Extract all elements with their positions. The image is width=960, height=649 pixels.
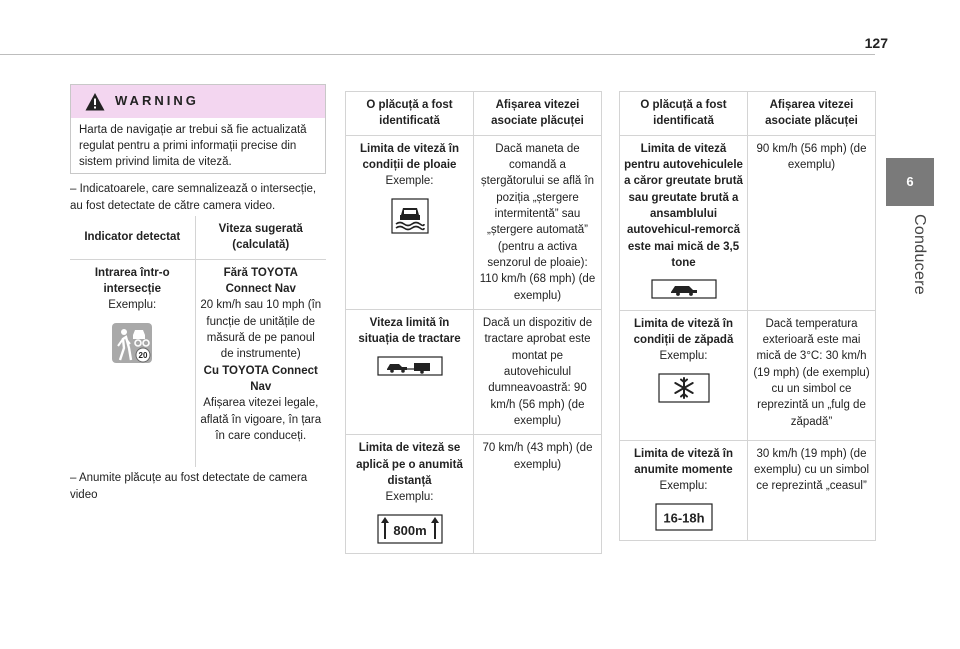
table-row-rain bbox=[346, 135, 602, 309]
table-header-row bbox=[70, 216, 326, 259]
header-indicator: Indicator detectat bbox=[70, 216, 195, 259]
table-row-time bbox=[620, 440, 876, 540]
time-info: 30 km/h (19 mph) (de exemplu) cu un simbol ce reprezintă „ceasul” bbox=[748, 440, 876, 540]
indicator-title: Intrarea într-o intersecție bbox=[94, 266, 170, 295]
chapter-title: Conducere bbox=[911, 214, 928, 295]
table-row-weight bbox=[620, 135, 876, 310]
header-identified-2: O plăcuță a fost identificată bbox=[620, 92, 748, 136]
intersection-table bbox=[70, 216, 326, 467]
warning-title: WARNING bbox=[115, 93, 199, 109]
time-sign-icon bbox=[655, 503, 713, 531]
snowflake-icon bbox=[658, 373, 710, 403]
car-trailer-icon bbox=[377, 356, 443, 376]
speed-line-3: Afișarea vitezei legale, aflată în vigoare, în țara în care conduceți. bbox=[200, 397, 322, 442]
time-title: Limita de viteză în anumite momente bbox=[633, 447, 734, 476]
indicator-cell bbox=[70, 259, 195, 467]
table-row bbox=[70, 259, 326, 467]
snow-example-label: Exemplu: bbox=[659, 350, 708, 363]
weight-info: 90 km/h (56 mph) (de exemplu) bbox=[748, 135, 876, 310]
rain-title: Limita de viteză în condiții de ploaie bbox=[359, 142, 460, 171]
speed-line-2: Cu TOYOTA Connect Nav bbox=[203, 364, 318, 393]
time-sign-text: 16-18h bbox=[662, 510, 705, 526]
chapter-tab[interactable]: 6 bbox=[886, 158, 934, 206]
header-display-2: Afișarea vitezei asociate plăcuței bbox=[748, 92, 876, 136]
distance-title: Limita de viteză se aplică pe o anumită distanță bbox=[356, 442, 463, 487]
snow-info: Dacă temperatura exterioară este mai mică de 3°C: 30 km/h (19 mph) (de exemplu) cu un simbol ce reprezintă un „fulg de zăpadă” bbox=[748, 310, 876, 440]
distance-sign-icon bbox=[377, 514, 443, 544]
speed-line-0: Fără TOYOTA Connect Nav bbox=[223, 266, 298, 295]
speed-cell bbox=[195, 259, 326, 467]
car-weight-icon bbox=[651, 279, 717, 299]
page-number: 127 bbox=[864, 35, 888, 51]
signs-table-2 bbox=[619, 91, 876, 541]
weight-title: Limita de viteză pentru autovehiculele a căror greutate brută sau greutate brută a ansamblului autovehicul-remorcă este mai mică de 3,5 tone bbox=[624, 142, 743, 269]
table-row-distance bbox=[346, 435, 602, 553]
intersection-sign-icon bbox=[111, 322, 153, 364]
intersection-intro: – Indicatoarele, care semnalizează o intersecție, au fost detectate de către camera video. bbox=[70, 183, 317, 212]
towing-title: Viteza limită în situația de tractare bbox=[358, 316, 461, 346]
plates-outro: – Anumite plăcuțe au fost detectate de camera video bbox=[70, 472, 308, 501]
warning-text: Harta de navigație ar trebui să fie actualizată regulat pentru a primi informații precise din sistem privind limita de viteză. bbox=[79, 124, 307, 168]
header-rule bbox=[0, 54, 875, 55]
rain-example-label: Exemple: bbox=[385, 175, 434, 188]
table-row-snow bbox=[620, 310, 876, 440]
snow-title: Limita de viteză în condiții de zăpadă bbox=[633, 317, 734, 346]
rain-car-icon bbox=[391, 198, 429, 234]
signs-table-1 bbox=[345, 91, 602, 554]
distance-example-label: Exemplu: bbox=[385, 491, 434, 504]
warning-header bbox=[71, 85, 325, 118]
header-identified: O plăcuță a fost identificată bbox=[346, 92, 474, 136]
rain-info: Dacă maneta de comandă a ștergătorului se află în poziția „ștergere intermitentă” sau „ștergere automată” (pentru a activa senzorul de ploaie): 110 km/h (68 mph) (de exemplu) bbox=[474, 135, 602, 309]
distance-info: 70 km/h (43 mph) (de exemplu) bbox=[474, 435, 602, 553]
towing-info: Dacă un dispozitiv de tractare aprobat este montat pe autovehiculul dumneavoastră: 90 km/h (56 mph) (de exemplu) bbox=[474, 309, 602, 434]
intersection-sign-number: 20 bbox=[138, 350, 148, 360]
table-header-row bbox=[620, 92, 876, 136]
warning-triangle-icon bbox=[85, 92, 105, 112]
time-example-label: Exemplu: bbox=[659, 480, 708, 493]
warning-box bbox=[70, 84, 326, 174]
table-header-row bbox=[346, 92, 602, 136]
speed-line-1: 20 km/h sau 10 mph (în funcție de unitățile de măsură de pe panoul de instrumente) bbox=[200, 299, 322, 361]
header-speed: Viteza sugerată (calculată) bbox=[195, 216, 326, 259]
indicator-example-label: Exemplu: bbox=[108, 299, 157, 312]
header-display: Afișarea vitezei asociate plăcuței bbox=[474, 92, 602, 136]
distance-sign-text: 800m bbox=[392, 522, 427, 538]
table-row-towing bbox=[346, 309, 602, 434]
